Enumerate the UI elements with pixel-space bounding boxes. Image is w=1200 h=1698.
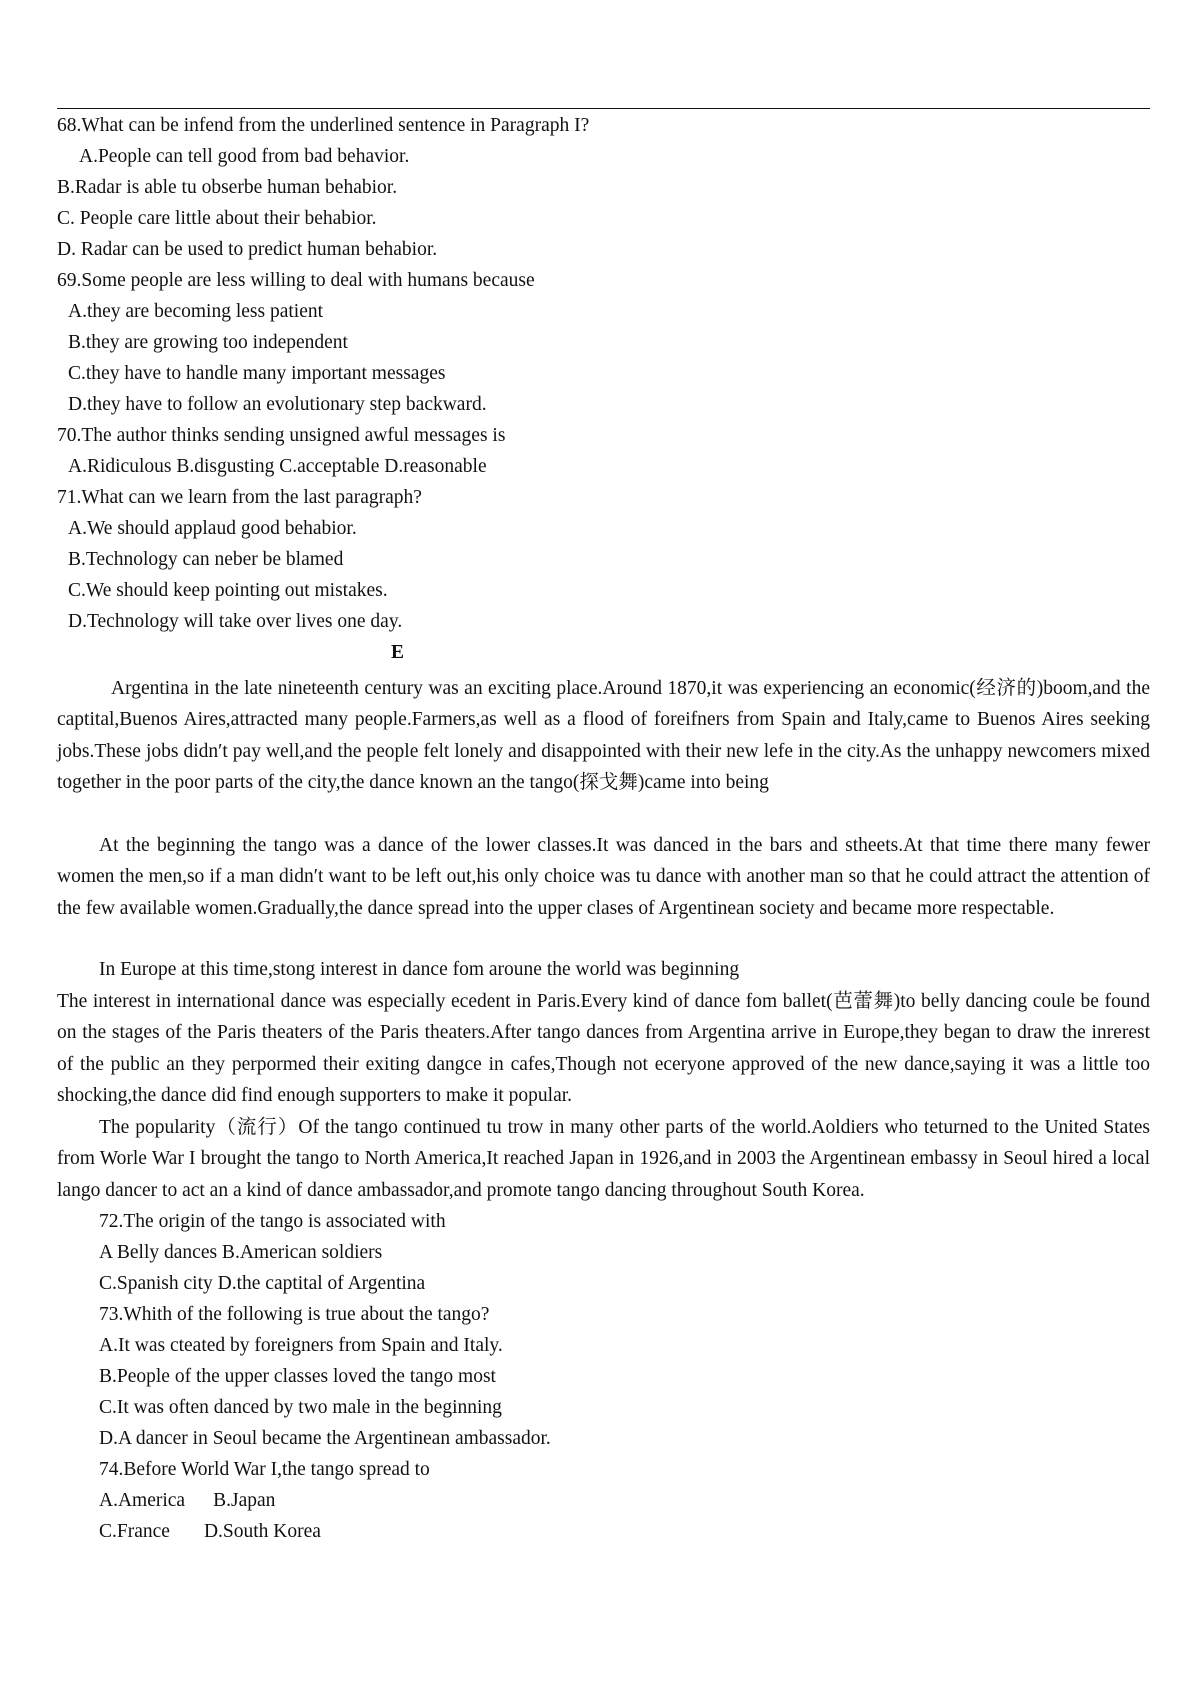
q72-options-ab: A Belly dances B.American soldiers [99,1242,383,1263]
q69-option-a: A.they are becoming less patient [68,301,324,322]
q73-option-d: D.A dancer in Seoul became the Argentinean ambassador. [99,1428,551,1449]
q69-option-b: B.they are growing too independent [68,332,348,353]
passage-paragraph-4: The popularity（流行）Of the tango continued tu trow in many other parts of the world.Aoldiers who teturned to the United States from Worle War I brought the tango to North America,It reached Japan in 1926,and in 2003 the Argentinean embassy in Seoul hired a local lango dancer to act an a kind of dance ambassador,and promote tango dancing throughout South Korea. [57,1117,1150,1201]
q73-option-a: A.It was cteated by foreigners from Spain and Italy. [99,1335,503,1356]
q71-option-a: A.We should applaud good behabior. [68,518,357,539]
q68-option-a: A.People can tell good from bad behavior. [79,146,410,167]
q71-stem: 71.What can we learn from the last paragraph? [57,487,422,508]
q68-option-c: C. People care little about their behabior. [57,208,377,229]
q69-option-d: D.they have to follow an evolutionary step backward. [68,394,487,415]
q72-stem: 72.The origin of the tango is associated with [99,1211,446,1232]
q74-option-d: D.South Korea [203,1521,321,1542]
q74-stem: 74.Before World War I,the tango spread to [99,1459,430,1480]
q74-options-cd [99,1520,321,1544]
q74-option-c: C.France [99,1521,170,1542]
section-e-heading: E [390,642,404,663]
q70-options: A.Ridiculous B.disgusting C.acceptable D.reasonable [68,456,487,477]
q70-stem: 70.The author thinks sending unsigned awful messages is [57,425,506,446]
q73-stem: 73.Whith of the following is true about the tango? [99,1304,490,1325]
q74-options-ab [99,1489,275,1513]
q71-option-c: C.We should keep pointing out mistakes. [68,580,388,601]
q68-option-b: B.Radar is able tu obserbe human behabior. [57,177,398,198]
passage-paragraph-1: Argentina in the late nineteenth century was an exciting place.Around 1870,it was experiencing an economic(经济的)boom,and the captital,Buenos Aires,attracted many people.Farmers,as well as a flood of foreifners from Spain and Italy,came to Buenos Aires seeking jobs.These jobs didn′t pay well,and the people felt lonely and disappointed with their new lefe in the city.As the unhappy newcomers mixed together in the poor parts of the city,the dance known an the tango(探戈舞)came into being [57,678,1150,794]
passage-paragraph-2: At the beginning the tango was a dance of the lower classes.It was danced in the bars and stheets.At that time there many fewer women the men,so if a man didn′t want to be left out,his only choice was tu dance with another man so that he could attract the attention of the few available women.Gradually,the dance spread into the upper clases of Argentinean society and became more respectable. [57,835,1150,919]
q73-option-c: C.It was often danced by two male in the beginning [99,1397,502,1418]
q71-option-d: D.Technology will take over lives one day. [68,611,403,632]
q69-stem: 69.Some people are less willing to deal with humans because [57,270,535,291]
header-rule [57,108,1150,109]
q68-option-d: D. Radar can be used to predict human behabior. [57,239,438,260]
q68-stem: 68.What can be infend from the underlined sentence in Paragraph I? [57,115,590,136]
q71-option-b: B.Technology can neber be blamed [68,549,344,570]
q73-option-b: B.People of the upper classes loved the tango most [99,1366,496,1387]
passage-paragraph-3-first-line: In Europe at this time,stong interest in dance fom aroune the world was beginning [99,959,740,980]
q74-option-b: B.Japan [213,1490,276,1511]
passage-paragraph-3: The interest in international dance was especially ecedent in Paris.Every kind of dance fom ballet(芭蕾舞)to belly dancing coule be found on the stages of the Paris theaters of the Paris theaters.After tango dances from Argentina arrive in Europe,they began to draw the inrerest of the public an they perpormed their exiting dangce in cafes,Though not eceryone approved of the new dance,saying it was a little too shocking,the dance did find enough supporters to make it popular. [57,991,1150,1107]
q69-option-c: C.they have to handle many important messages [68,363,446,384]
q72-options-cd: C.Spanish city D.the captital of Argentina [99,1273,426,1294]
q74-option-a: A.America [99,1490,186,1511]
